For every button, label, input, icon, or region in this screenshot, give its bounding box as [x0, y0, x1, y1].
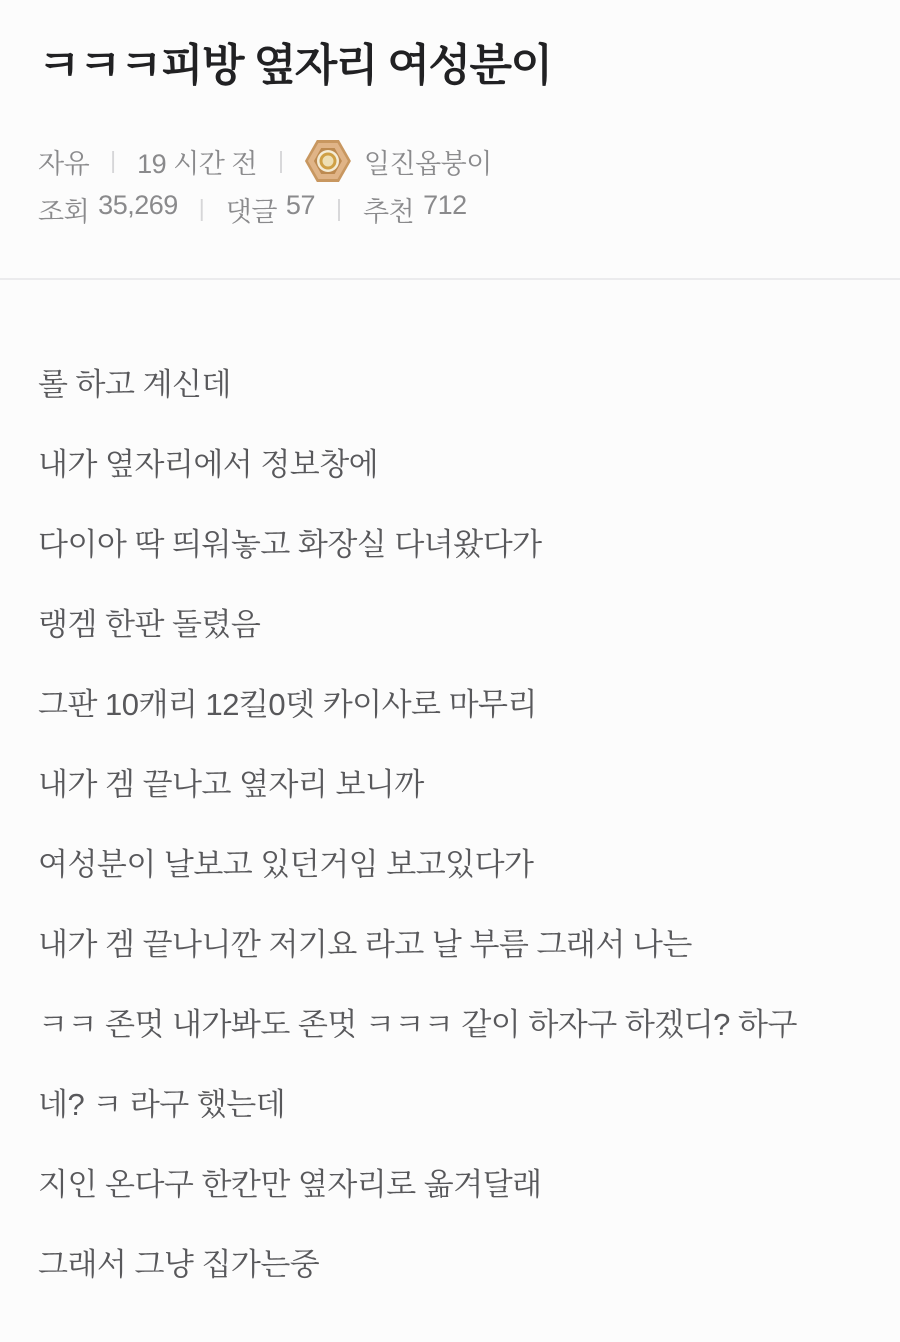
post-body: [0, 280, 900, 1285]
comment-count-value: 57: [285, 189, 315, 220]
post-paragraph: 롤 하고 계신데: [38, 367, 231, 402]
post-paragraph: ㅋㅋ 존멋 내가봐도 존멋 ㅋㅋㅋ 같이 하자구 하겠디? 하구: [38, 1007, 797, 1042]
post-meta-primary: [38, 139, 862, 183]
comment-count-label: 댓글: [225, 196, 277, 227]
post-paragraph: 내가 겜 끝나니깐 저기요 라고 날 부름 그래서 나는: [38, 927, 692, 962]
badge-ring: [319, 153, 336, 170]
post-paragraph: 내가 옆자리에서 정보창에: [38, 447, 379, 482]
post-timestamp: 19 시간 전: [137, 148, 257, 179]
board-category-link[interactable]: 자유: [38, 148, 90, 179]
post-paragraph: 네? ㅋ 라구 했는데: [38, 1087, 286, 1122]
post-paragraph: 그판 10캐리 12킬0뎃 카이사로 마무리: [38, 687, 537, 722]
like-count: [363, 190, 467, 229]
view-count: [38, 190, 178, 229]
meta-separator: |: [277, 146, 284, 173]
like-count-value: 712: [423, 189, 467, 220]
post-title: ㅋㅋㅋ피방 옆자리 여성분이: [38, 41, 552, 90]
post-paragraph: 지인 온다구 한칸만 옆자리로 옮겨달래: [38, 1167, 542, 1202]
like-count-label: 추천: [362, 196, 415, 227]
meta-separator: |: [335, 194, 342, 221]
view-count-value: 35,269: [98, 189, 178, 220]
post-paragraph: 다이아 딱 띄워놓고 화장실 다녀왔다가: [38, 527, 542, 562]
post-paragraph: 여성분이 날보고 있던거임 보고있다가: [38, 847, 534, 882]
post-meta-stats: [38, 189, 862, 227]
author-name-link[interactable]: 일진옵붕이: [363, 148, 492, 179]
meta-separator: |: [198, 194, 205, 221]
comment-count: [226, 190, 315, 229]
view-count-label: 조회: [38, 196, 90, 227]
post-paragraph: 랭겜 한판 돌렸음: [38, 607, 261, 642]
user-level-badge-icon: [305, 140, 351, 182]
post-header: [0, 0, 900, 226]
meta-separator: |: [110, 146, 117, 173]
post-paragraph: 내가 겜 끝나고 옆자리 보니까: [38, 767, 424, 802]
post-paragraph: 그래서 그냥 집가는중: [38, 1247, 320, 1282]
